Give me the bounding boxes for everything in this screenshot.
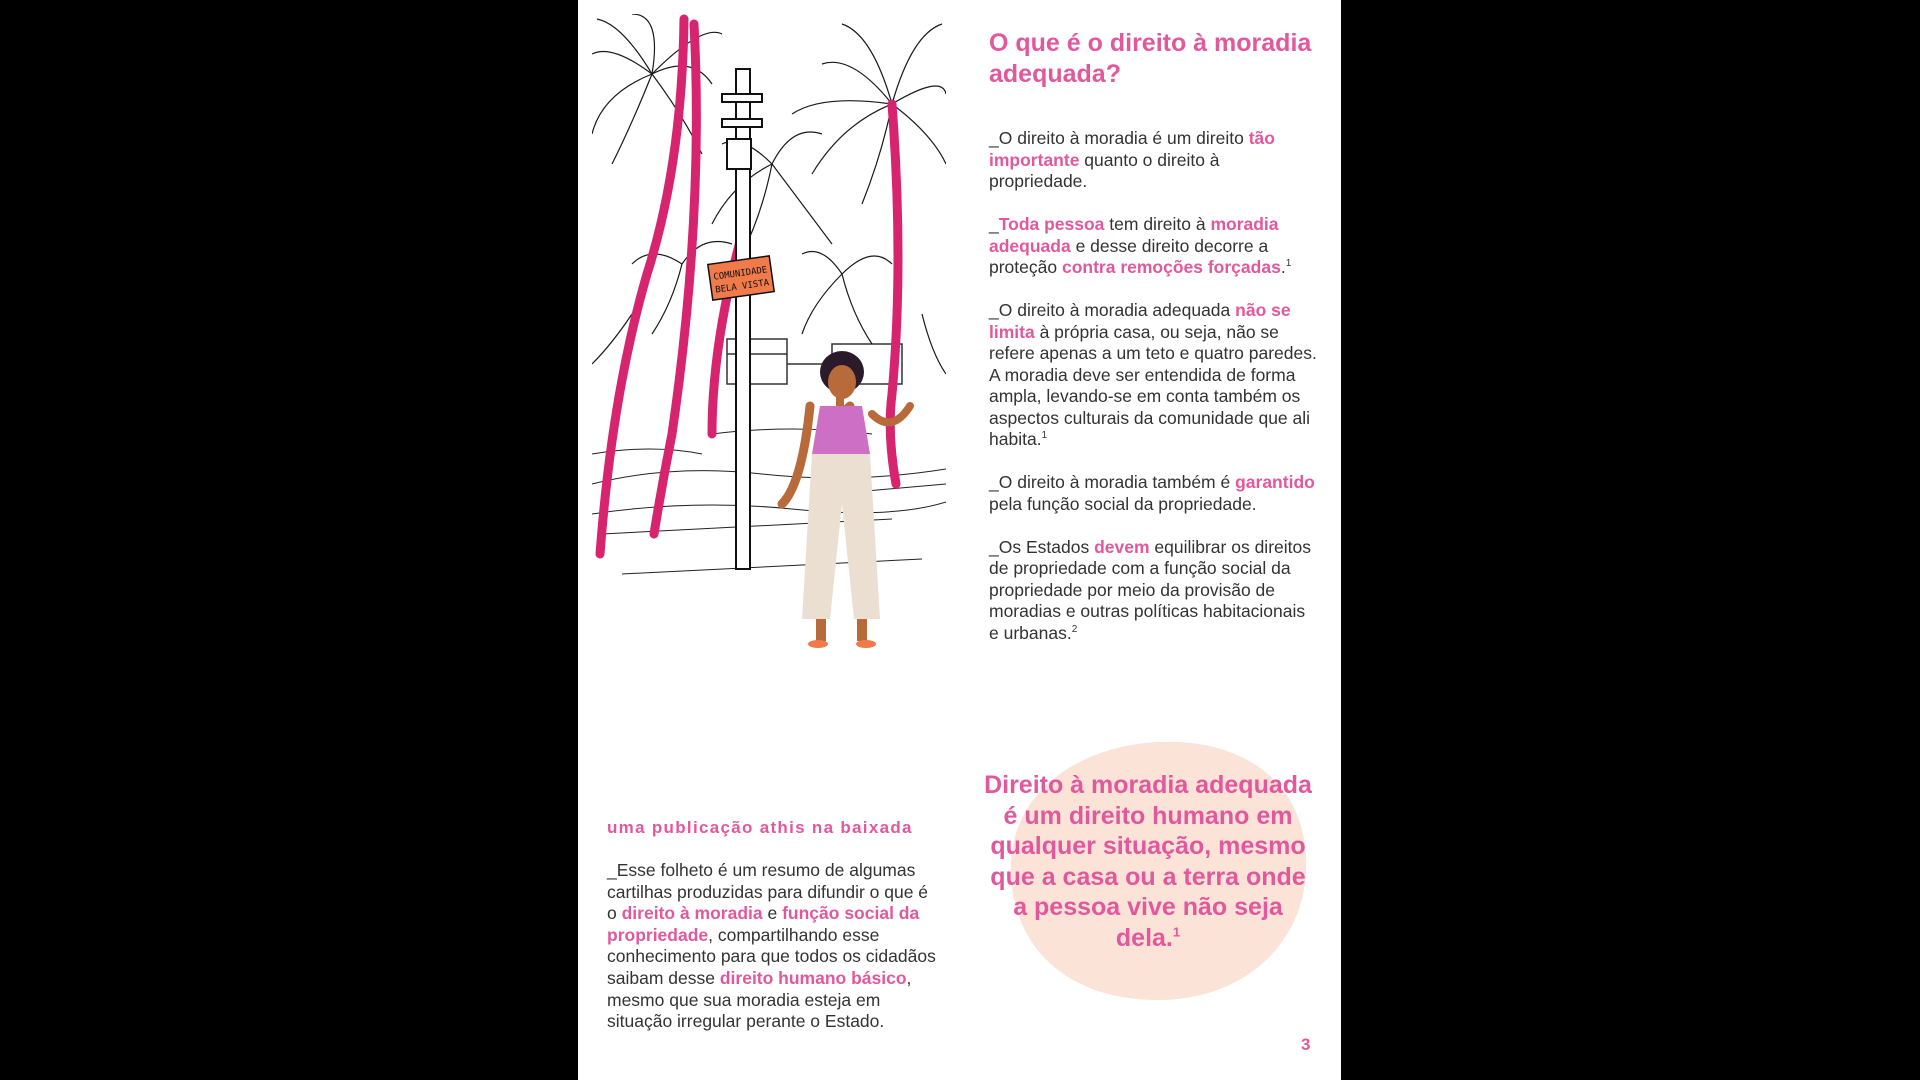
- community-sign: [708, 256, 774, 300]
- illustration-palm-trees-woman: [592, 14, 946, 664]
- text-run: , compartilhando esse conhecimento para que todos os cidadãos saibam desse: [607, 924, 936, 988]
- highlight-text: direito à moradia: [621, 903, 763, 924]
- body-text: [989, 128, 1319, 666]
- highlight-quote: [983, 770, 1313, 954]
- text-run: equilibrar os direitos de propriedade com a função social da propriedade por meio da provisão de moradias e outras políticas habitacionais e urbanas.: [989, 536, 1311, 643]
- text-run: _O direito à moradia adequada: [989, 300, 1236, 320]
- publication-description: [607, 860, 937, 1033]
- publication-paragraph: [607, 860, 937, 1033]
- text-run: _O direito à moradia também é: [989, 472, 1236, 492]
- footnote-marker: 1: [1285, 258, 1292, 270]
- highlight-text: garantido: [1235, 472, 1315, 492]
- fence-sketch: [727, 339, 902, 384]
- sign-line2: BELA VISTA: [714, 278, 770, 296]
- highlight-text: devem: [1094, 536, 1150, 557]
- page-number: 3: [1301, 1035, 1311, 1054]
- highlight-text: função social da propriedade: [607, 903, 920, 945]
- text-run: quanto o direito à propriedade.: [989, 149, 1220, 191]
- highlight-text: tão importante: [989, 128, 1275, 170]
- text-run: _O direito à moradia é um direito: [989, 128, 1249, 148]
- footnote-marker: 2: [1071, 623, 1078, 635]
- quote-footnote: 1: [1172, 924, 1181, 940]
- text-run: _Os Estados: [989, 536, 1095, 557]
- text-run: _Esse folheto é um resumo de algumas cartilhas produzidas para difundir o que é o: [607, 860, 929, 924]
- highlight-text: contra remoções forçadas: [1061, 257, 1281, 277]
- body-paragraph: [989, 128, 1319, 193]
- body-paragraph: [989, 472, 1319, 515]
- highlight-text: direito humano básico: [719, 967, 907, 988]
- quote-text: Direito à moradia adequada é um direito humano em qualquer situação, mesmo que a casa ou a terra onde a pessoa vive não seja dela.: [984, 771, 1312, 952]
- text-run: e desse direito decorre a proteção: [989, 235, 1269, 277]
- page-title: O que é o direito à moradia adequada?: [989, 29, 1312, 88]
- body-paragraph: [989, 537, 1319, 645]
- footnote-marker: 1: [1041, 430, 1048, 442]
- text-run: _: [989, 214, 999, 234]
- text-run: e: [762, 903, 783, 924]
- text-run: tem direito à: [1104, 214, 1211, 234]
- highlight-text: moradia adequada: [989, 214, 1279, 256]
- text-run: .: [1280, 257, 1286, 277]
- highlight-text: Toda pessoa: [998, 214, 1105, 234]
- text-run: à própria casa, ou seja, não se refere apenas a um teto e quatro paredes. A moradia deve ser entendida de forma ampla, levando-se em conta também os aspectos culturais da comunidade que ali habita.: [989, 321, 1317, 449]
- document-page: [578, 0, 1341, 1080]
- publication-title: uma publicação athis na baixada: [607, 818, 913, 837]
- text-run: pela função social da propriedade.: [989, 493, 1257, 514]
- sign-line1: COMUNIDADE: [712, 265, 768, 283]
- highlight-text: não se limita: [989, 300, 1291, 342]
- utility-pole: [722, 69, 762, 569]
- body-paragraph: [989, 300, 1319, 451]
- text-run: , mesmo que sua moradia esteja em situação irregular perante o Estado.: [607, 967, 912, 1032]
- body-paragraph: [989, 214, 1319, 279]
